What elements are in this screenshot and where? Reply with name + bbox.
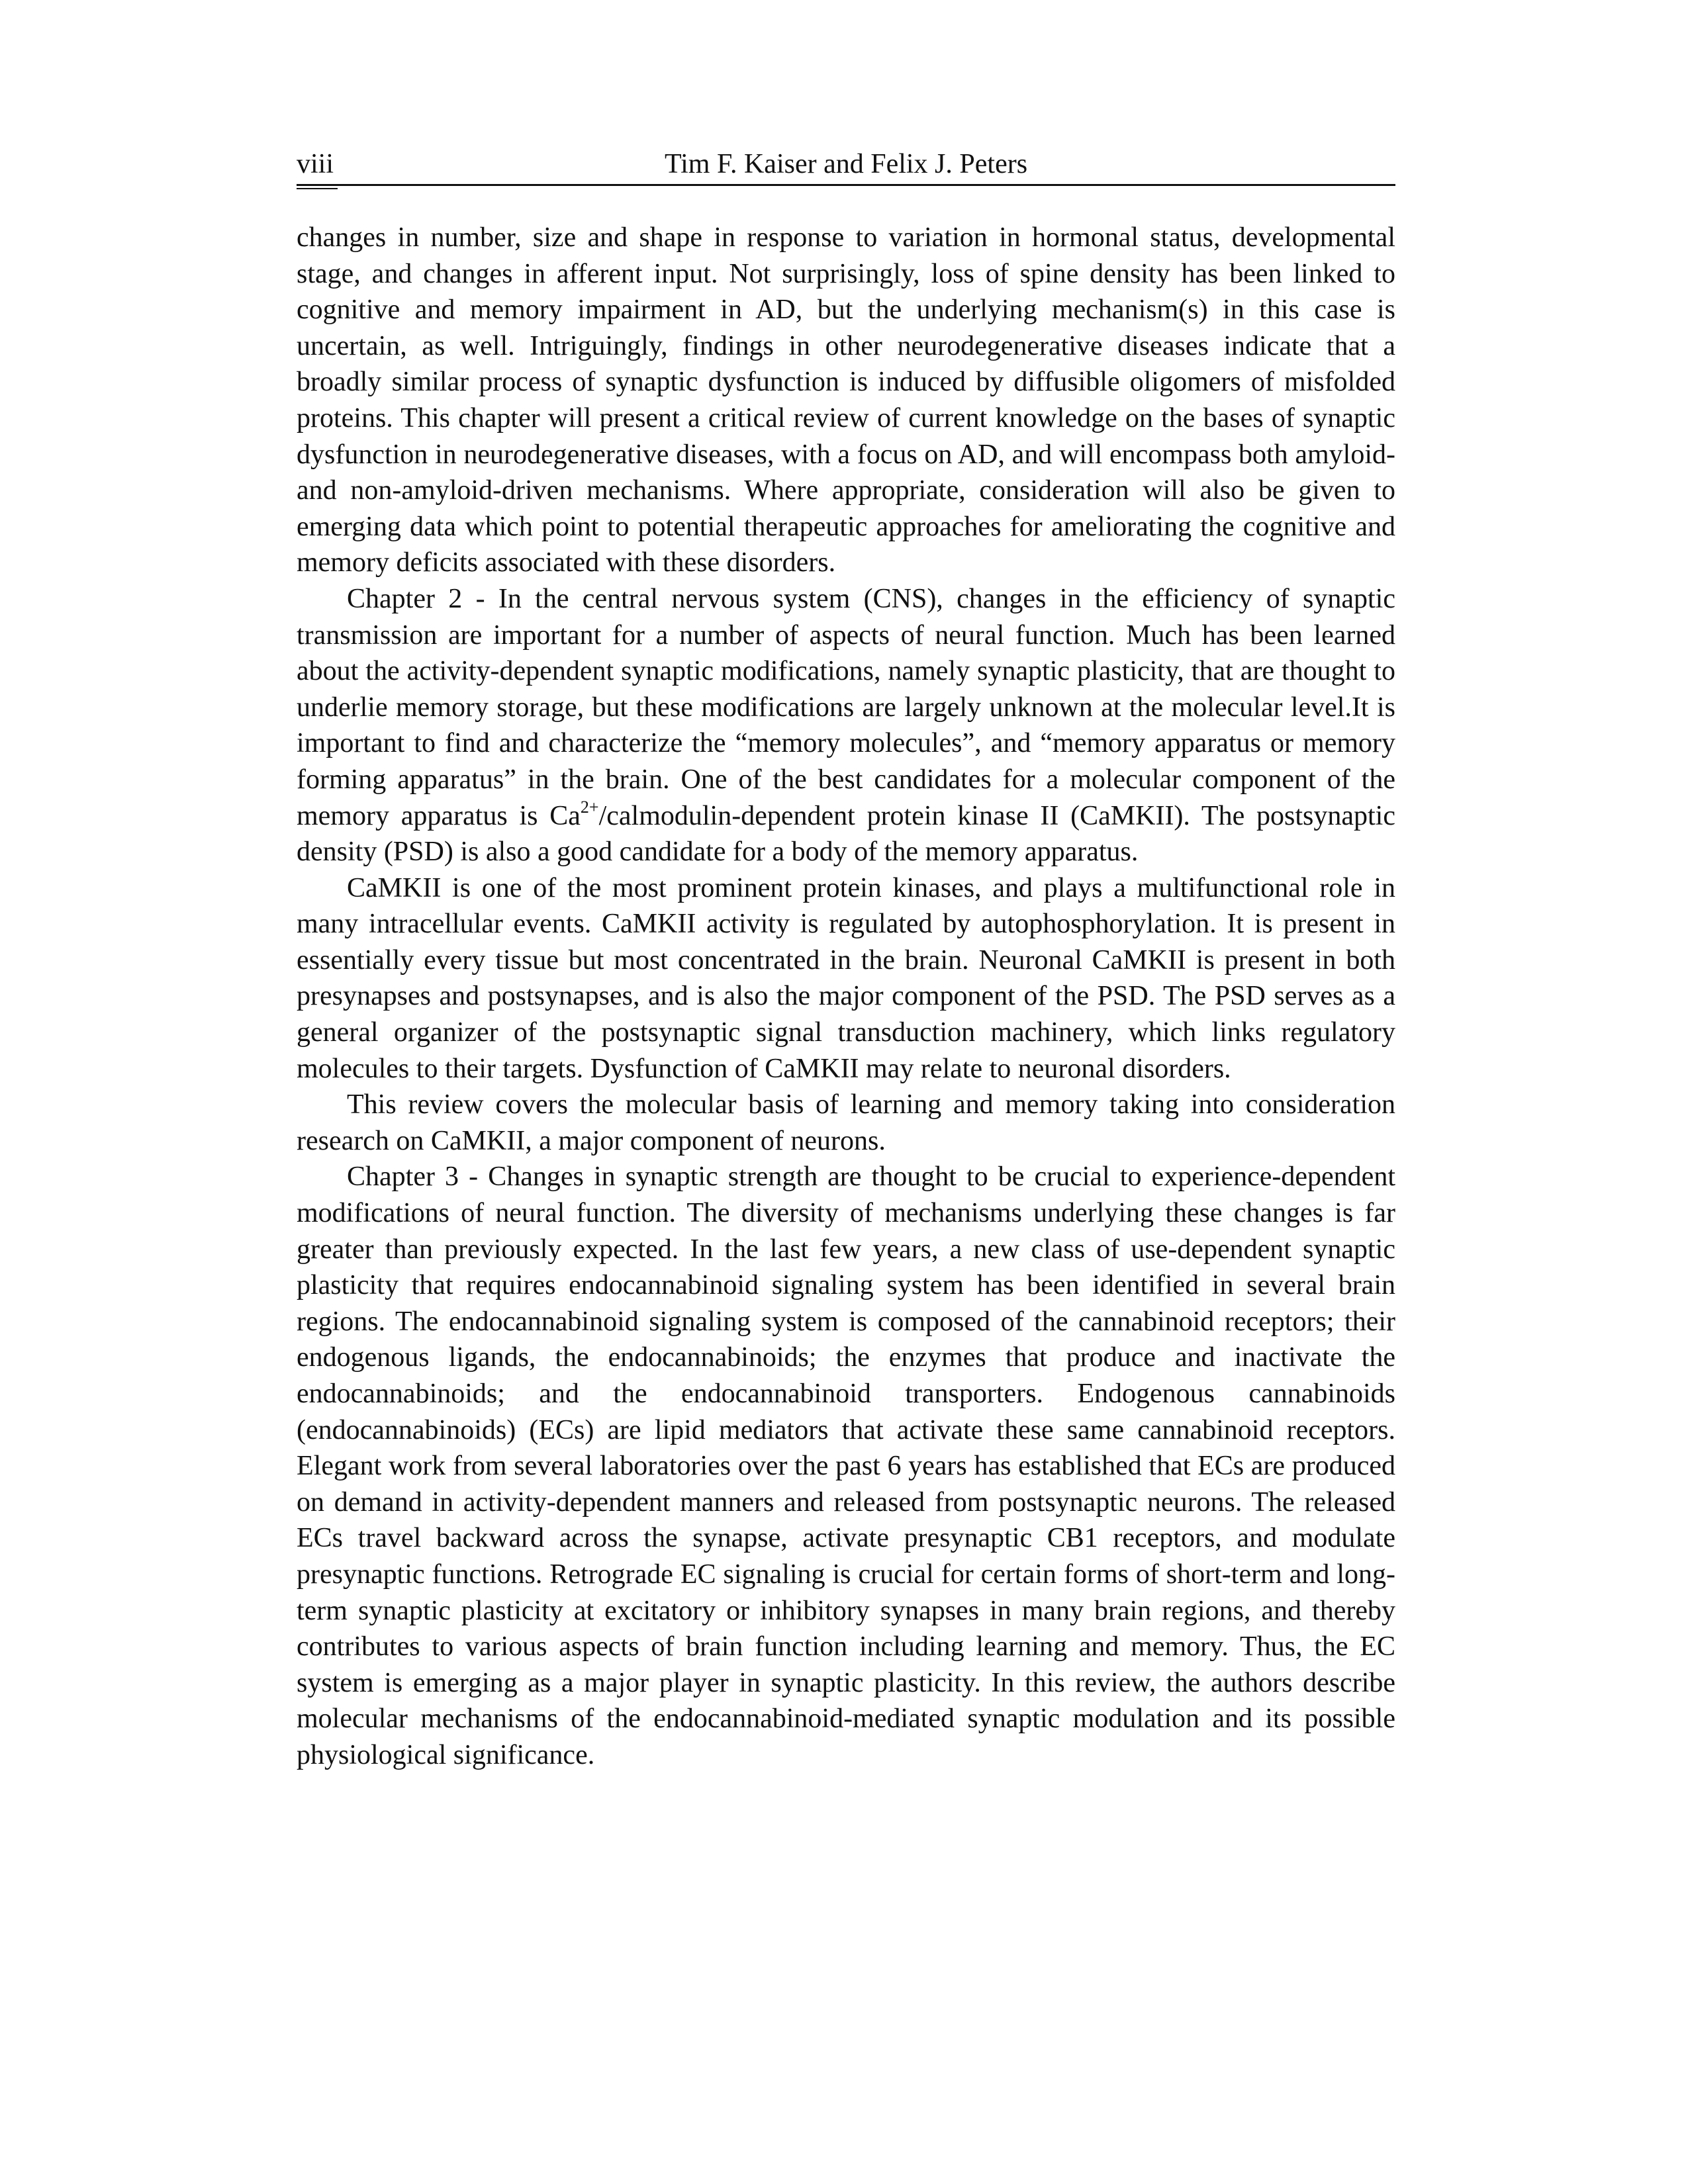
page-number-underline <box>297 188 338 189</box>
running-header <box>297 147 1395 187</box>
body-text <box>297 220 1395 1774</box>
page-number: viii <box>297 149 334 179</box>
paragraph-chapter-2-text: Chapter 2 - In the central nervous system (CNS), changes in the efficiency of synaptic transmission are important for a number of aspects of neural function. Much has been learned about the activity-dependent synaptic modifications, namely synaptic plasticity, that are thought to underlie memory storage, but these modifications are largely unknown at the molecular level.It is important to find and characterize the “memory molecules”, and “memory apparatus or memory forming apparatus” in the brain. One of the best candidates for a molecular component of the memory apparatus is Ca <box>297 583 1395 831</box>
paragraph-camkii: CaMKII is one of the most prominent protein kinases, and plays a multifunctional role in many intracellular events. CaMKII activity is regulated by autophosphorylation. It is present in essentially every tissue but most concentrated in the brain. Neuronal CaMKII is present in both presynapses and postsynapses, and is also the major component of the PSD. The PSD serves as a general organizer of the postsynaptic signal transduction machinery, which links regulatory molecules to their targets. Dysfunction of CaMKII may relate to neuronal disorders. <box>297 872 1395 1084</box>
header-rule <box>297 184 1395 186</box>
paragraph-review-scope: This review covers the molecular basis of learning and memory taking into consideration research on CaMKII, a major component of neurons. <box>297 1089 1395 1156</box>
running-title: Tim F. Kaiser and Felix J. Peters <box>664 149 1028 179</box>
calcium-superscript: 2+ <box>580 797 599 817</box>
paragraph-chapter-2-text-continued: /calmodulin-dependent protein kinase II (CaMKII). The postsynaptic density (PSD) is also a good candidate for a body of the memory apparatus. <box>297 800 1395 868</box>
paragraph-chapter-2 <box>297 581 1395 870</box>
paragraph-chapter-3: Chapter 3 - Changes in synaptic strength are thought to be crucial to experience-dependent modifications of neural function. The diversity of mechanisms underlying these changes is far greater than previously expected. In the last few years, a new class of use-dependent synaptic plasticity that requires endocannabinoid signaling system has been identified in several brain regions. The endocannabinoid signaling system is composed of the cannabinoid receptors; their endogenous ligands, the endocannabinoids; the enzymes that produce and inactivate the endocannabinoids; and the endocannabinoid transporters. Endogenous cannabinoids (endocannabinoids) (ECs) are lipid mediators that activate these same cannabinoid receptors. Elegant work from several laboratories over the past 6 years has established that ECs are produced on demand in activity-dependent manners and released from postsynaptic neurons. The released ECs travel backward across the synapse, activate presynaptic CB1 receptors, and modulate presynaptic functions. Retrograde EC signaling is crucial for certain forms of short-term and long-term synaptic plasticity at excitatory or inhibitory synapses in many brain regions, and thereby contributes to various aspects of brain function including learning and memory. Thus, the EC system is emerging as a major player in synaptic plasticity. In this review, the authors describe molecular mechanisms of the endocannabinoid-mediated synaptic modulation and its possible physiological significance. <box>297 1161 1395 1770</box>
paragraph-chapter-1-continued: changes in number, size and shape in response to variation in hormonal status, developmental stage, and changes in afferent input. Not surprisingly, loss of spine density has been linked to cognitive and memory impairment in AD, but the underlying mechanism(s) in this case is uncertain, as well. Intriguingly, findings in other neurodegenerative diseases indicate that a broadly similar process of synaptic dysfunction is induced by diffusible oligomers of misfolded proteins. This chapter will present a critical review of current knowledge on the bases of synaptic dysfunction in neurodegenerative diseases, with a focus on AD, and will encompass both amyloid- and non-amyloid-driven mechanisms. Where appropriate, consideration will also be given to emerging data which point to potential therapeutic approaches for ameliorating the cognitive and memory deficits associated with these disorders. <box>297 222 1395 578</box>
